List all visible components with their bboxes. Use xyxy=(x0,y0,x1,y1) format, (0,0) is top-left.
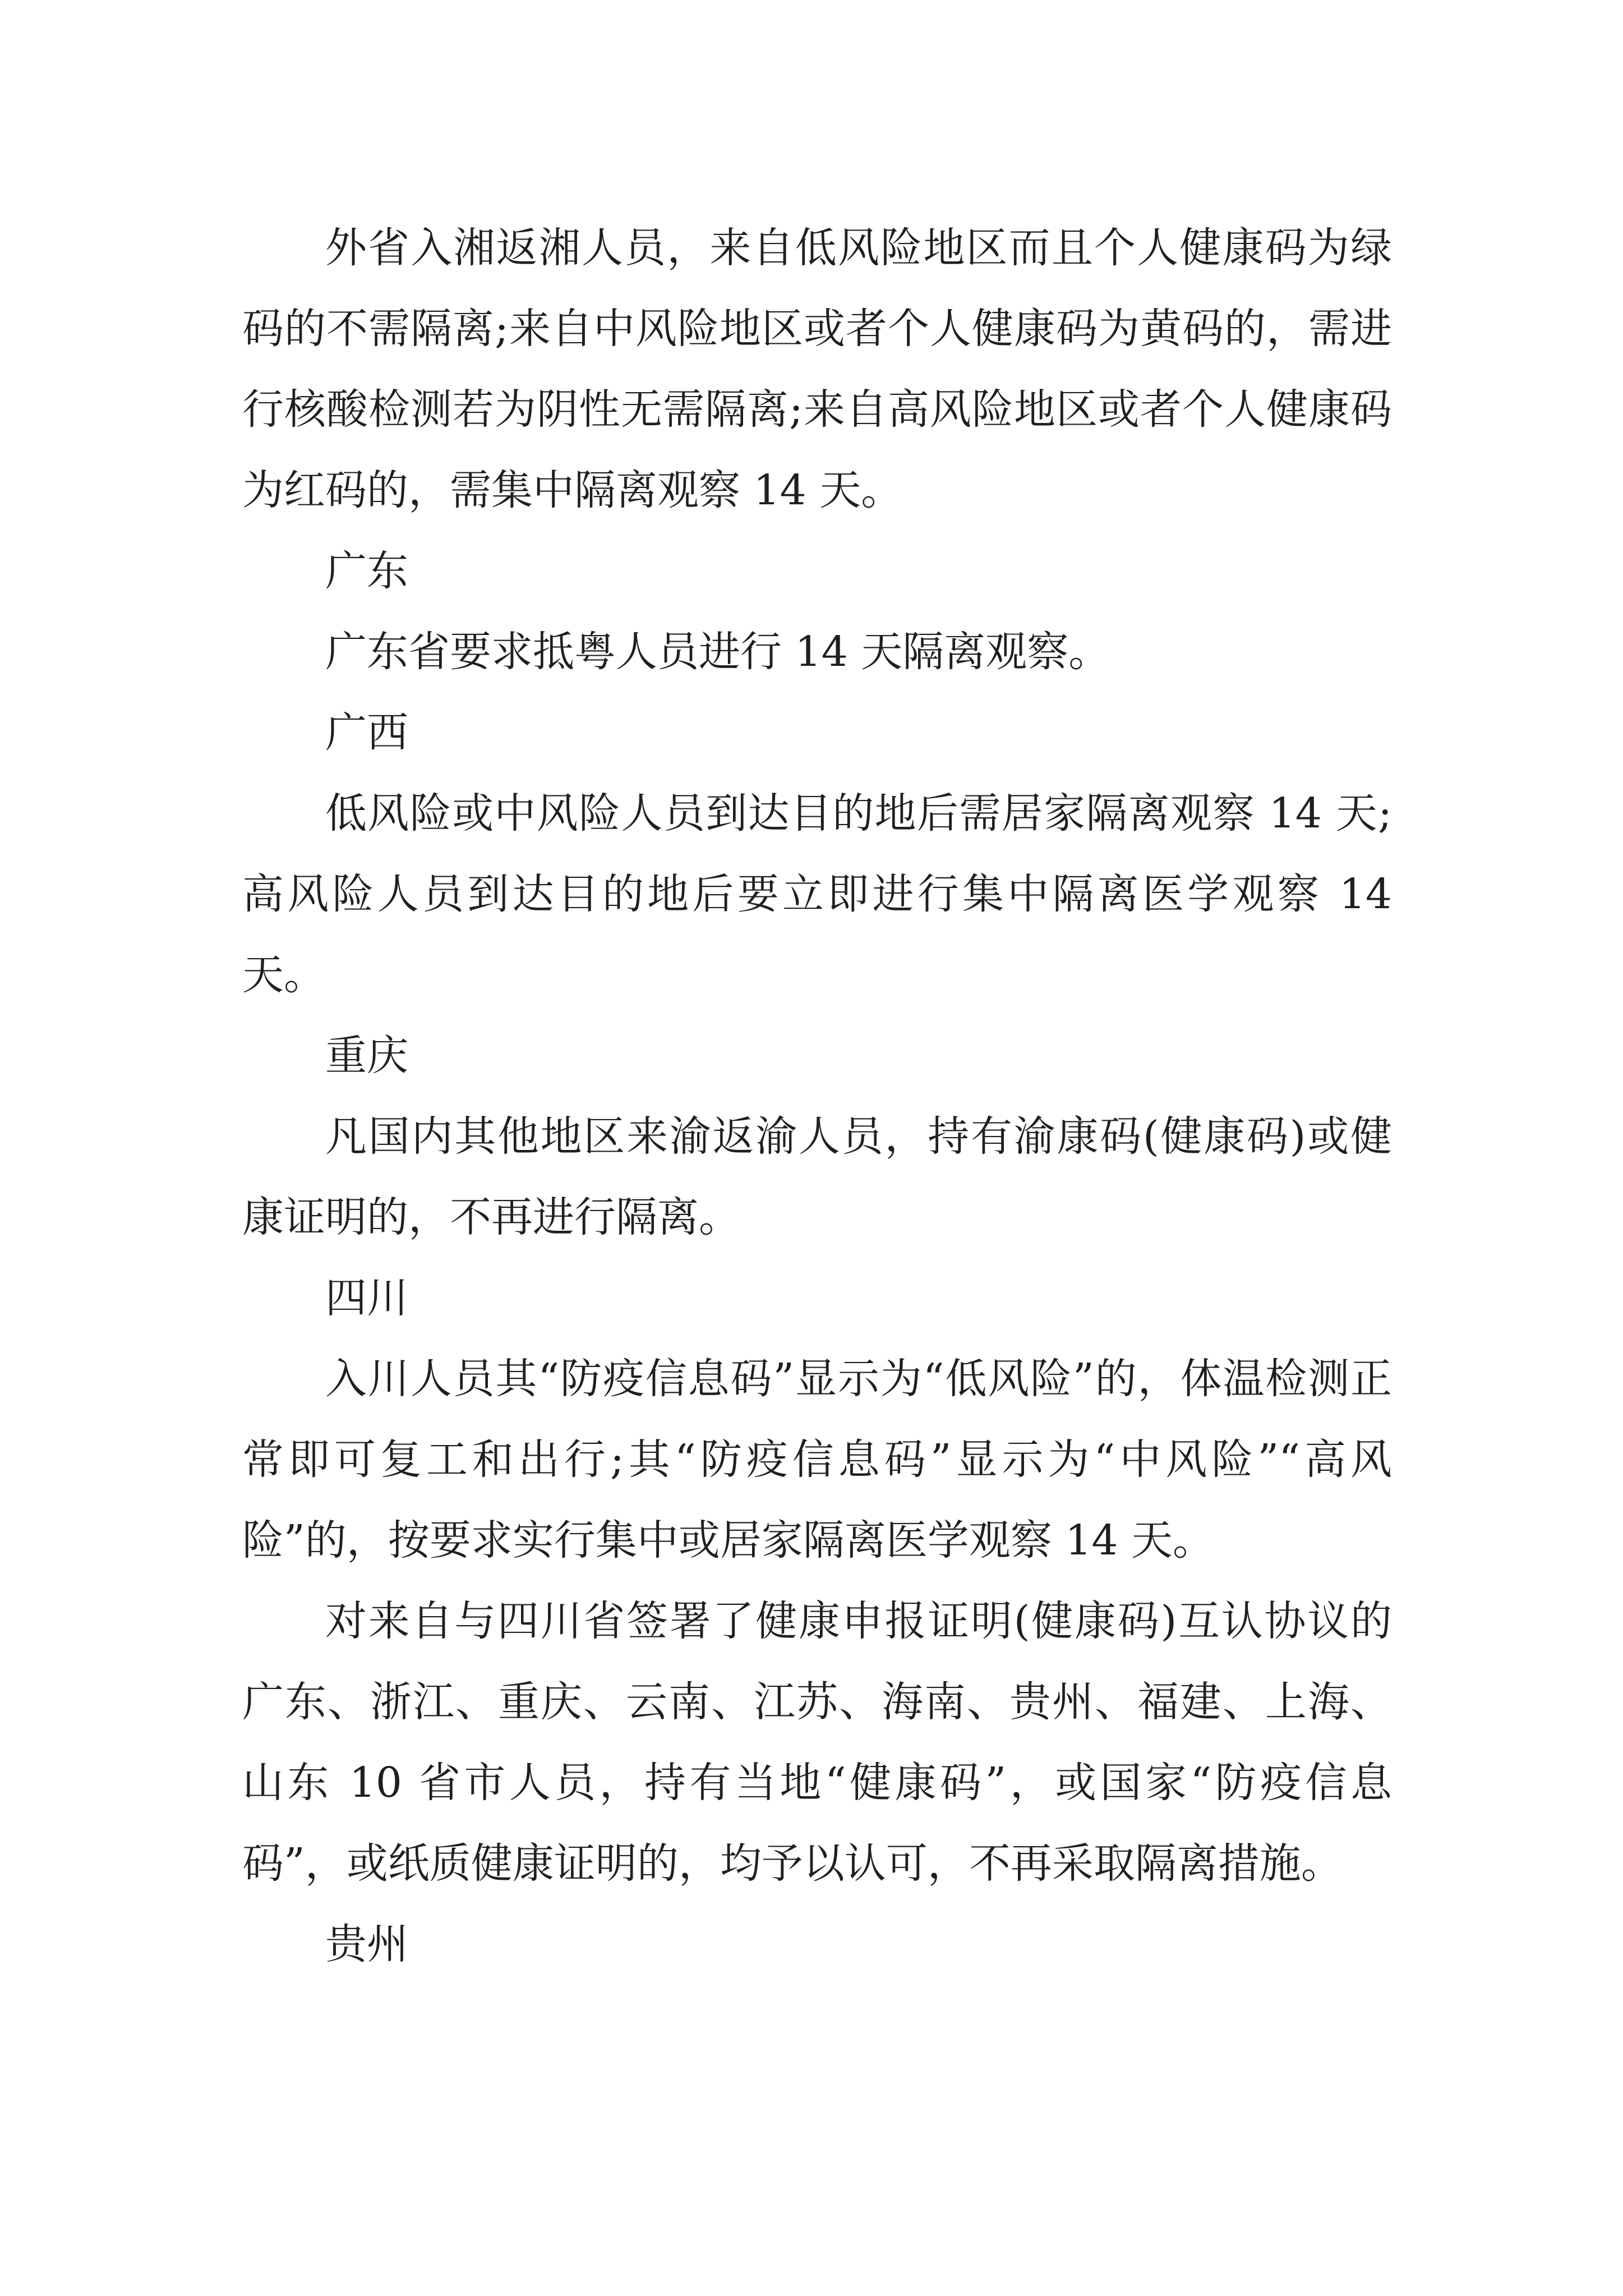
heading-chongqing: 重庆 xyxy=(325,1032,408,1080)
heading-guangdong: 广东 xyxy=(325,547,408,595)
paragraph-hunan-policy: 外省入湘返湘人员，来自低风险地区而且个人健康码为绿码的不需隔离;来自中风险地区或者个人健康码为黄码的，需进行核酸检测若为阴性无需隔离;来自高风险地区或者个人健康码为红码的，需集中隔离观察 14 天。 xyxy=(242,224,1392,514)
paragraph-guangdong-policy: 广东省要求抵粤人员进行 14 天隔离观察。 xyxy=(325,628,1110,676)
heading-guizhou: 贵州 xyxy=(325,1920,408,1968)
paragraph-sichuan-mutual-recognition: 对来自与四川省签署了健康申报证明(健康码)互认协议的广东、浙江、重庆、云南、江苏、海南、贵州、福建、上海、山东 10 省市人员，持有当地“健康码”，或国家“防疫信息码”，或纸质健康证明的，均予以认可，不再采取隔离措施。 xyxy=(242,1597,1392,1888)
heading-guangxi: 广西 xyxy=(325,708,408,757)
document-body xyxy=(242,208,1392,1985)
paragraph-chongqing-policy: 凡国内其他地区来渝返渝人员，持有渝康码(健康码)或健康证明的，不再进行隔离。 xyxy=(242,1112,1392,1241)
paragraph-guangxi-policy: 低风险或中风险人员到达目的地后需居家隔离观察 14 天;高风险人员到达目的地后要立即进行集中隔离医学观察 14 天。 xyxy=(242,789,1392,999)
paragraph-sichuan-policy: 入川人员其“防疫信息码”显示为“低风险”的，体温检测正常即可复工和出行;其“防疫信息码”显示为“中风险”“高风险”的，按要求实行集中或居家隔离医学观察 14 天。 xyxy=(242,1355,1392,1565)
heading-sichuan: 四川 xyxy=(325,1274,408,1322)
